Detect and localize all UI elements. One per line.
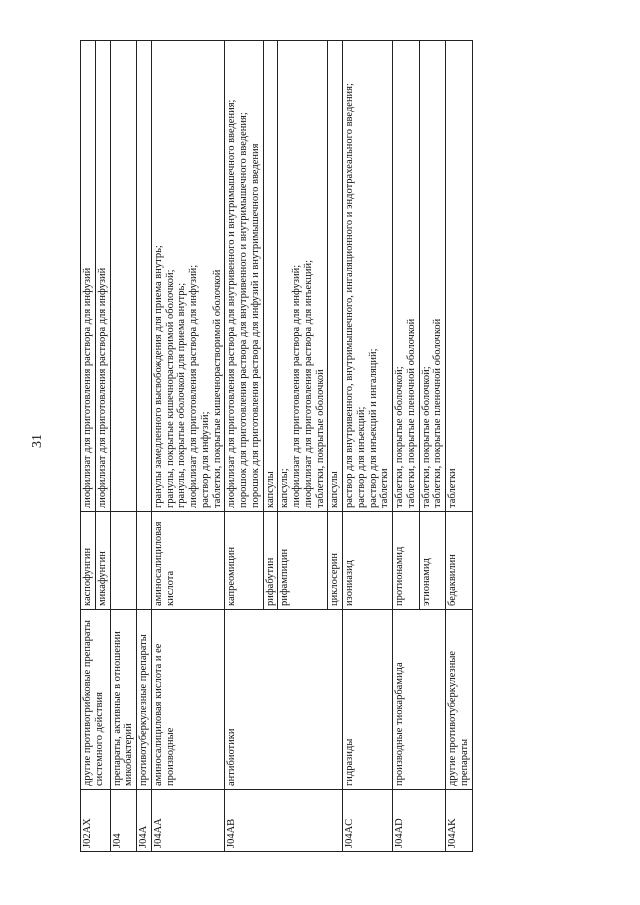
table-row: [393, 41, 420, 852]
dosage-form-line: раствор для инфузий;: [199, 411, 211, 508]
dosage-forms: [263, 41, 278, 512]
table-row: [137, 41, 152, 852]
dosage-form-line: капсулы: [329, 471, 341, 508]
atc-group: противотуберкулезные препараты: [137, 610, 152, 790]
dosage-form-line: таблетки, покрытые оболочкой;: [420, 366, 432, 508]
atc-code: J04A: [137, 790, 152, 852]
drug-name: [110, 512, 137, 610]
dosage-form-line: лиофилизат для приготовления раствора для инъекций;: [302, 259, 314, 508]
dosage-forms: [225, 41, 263, 512]
atc-code: J04AK: [446, 790, 473, 852]
dosage-forms: [137, 41, 152, 512]
table-row: [225, 41, 263, 852]
dosage-form-line: порошок для приготовления раствора для внутривенного и внутримышечного введения;: [238, 112, 249, 508]
table-row: [343, 41, 393, 852]
atc-group: другие противогрибковые препараты системного действия: [81, 610, 111, 790]
dosage-form-line: лиофилизат для приготовления раствора для внутривенного и внутримышечного введения;: [226, 99, 238, 508]
dosage-forms: [81, 41, 96, 512]
dosage-form-line: таблетки: [379, 468, 391, 508]
dosage-forms: [343, 41, 393, 512]
drug-name: протионамид: [393, 512, 420, 610]
drug-table: [80, 40, 473, 852]
drug-name: микафунгин: [95, 512, 110, 610]
dosage-form-line: лиофилизат для приготовления раствора для инфузий;: [291, 264, 302, 508]
atc-group: гидразиды: [343, 610, 393, 790]
atc-group: препараты, активные в отношении микобактерий: [110, 610, 137, 790]
atc-group: другие противотуберкулезные препараты: [446, 610, 473, 790]
atc-group: антибиотики: [225, 610, 343, 790]
dosage-forms: [393, 41, 420, 512]
dosage-form-line: таблетки, покрытые пленочной оболочкой: [405, 318, 417, 508]
dosage-forms: [151, 41, 225, 512]
dosage-form-line: раствор для инъекций;: [355, 406, 367, 508]
drug-name: рифампицин: [278, 512, 328, 610]
dosage-form-line: гранулы замедленного высвобождения для приема внутрь;: [152, 245, 164, 508]
atc-code: J04AB: [225, 790, 343, 852]
dosage-form-line: таблетки, покрытые оболочкой: [314, 369, 326, 508]
table-row: [151, 41, 225, 852]
dosage-form-line: порошок для приготовления раствора для инфузий и внутримышечного введения: [249, 143, 261, 508]
dosage-form-line: таблетки, покрытые оболочкой;: [394, 366, 405, 508]
rotated-page: [80, 40, 620, 852]
dosage-form-line: капсулы;: [279, 468, 291, 508]
atc-code: J04: [110, 790, 137, 852]
dosage-forms: [278, 41, 328, 512]
dosage-forms: [328, 41, 343, 512]
dosage-form-line: гранулы, покрытые кишечнорастворимой оболочкой;: [164, 269, 176, 508]
dosage-form-line: таблетки: [447, 468, 458, 508]
atc-group: аминосалициловая кислота и ее производные: [151, 610, 225, 790]
atc-code: J04AA: [151, 790, 225, 852]
dosage-forms: [446, 41, 473, 512]
dosage-form-line: лиофилизат для приготовления раствора для инфузий: [82, 267, 93, 508]
dosage-form-line: раствор для внутривенного, внутримышечного, ингаляционного и эндотрахеального введения;: [344, 83, 355, 508]
dosage-form-line: раствор для инъекций и ингаляций;: [367, 348, 379, 508]
dosage-form-line: таблетки, покрытые пленочной оболочкой: [432, 318, 444, 508]
drug-name: капреомицин: [225, 512, 263, 610]
drug-name: каспофунгин: [81, 512, 96, 610]
drug-name: аминосалициловая кислота: [151, 512, 225, 610]
drug-name: изониазид: [343, 512, 393, 610]
drug-name: этионамид: [419, 512, 446, 610]
atc-code: J04AC: [343, 790, 393, 852]
drug-name: [137, 512, 152, 610]
table-row: [110, 41, 137, 852]
drug-name: рифабутин: [263, 512, 278, 610]
atc-group: производные тиокарбамида: [393, 610, 446, 790]
drug-name: циклосерин: [328, 512, 343, 610]
table-row: [81, 41, 96, 852]
dosage-form-line: лиофилизат для приготовления раствора для инфузий: [96, 267, 108, 508]
dosage-form-line: таблетки, покрытые кишечнорастворимой оболочкой: [211, 269, 223, 508]
drug-name: бедаквилин: [446, 512, 473, 610]
dosage-forms: [419, 41, 446, 512]
dosage-forms: [110, 41, 137, 512]
dosage-forms: [95, 41, 110, 512]
page-number: 31: [30, 434, 45, 448]
table-row: [446, 41, 473, 852]
atc-code: J04AD: [393, 790, 446, 852]
dosage-form-line: капсулы: [264, 471, 276, 508]
dosage-form-line: гранулы, покрытые оболочкой для приема внутрь;: [176, 282, 188, 508]
atc-code: J02AX: [81, 790, 111, 852]
dosage-form-line: лиофилизат для приготовления раствора для инфузий;: [188, 264, 199, 508]
